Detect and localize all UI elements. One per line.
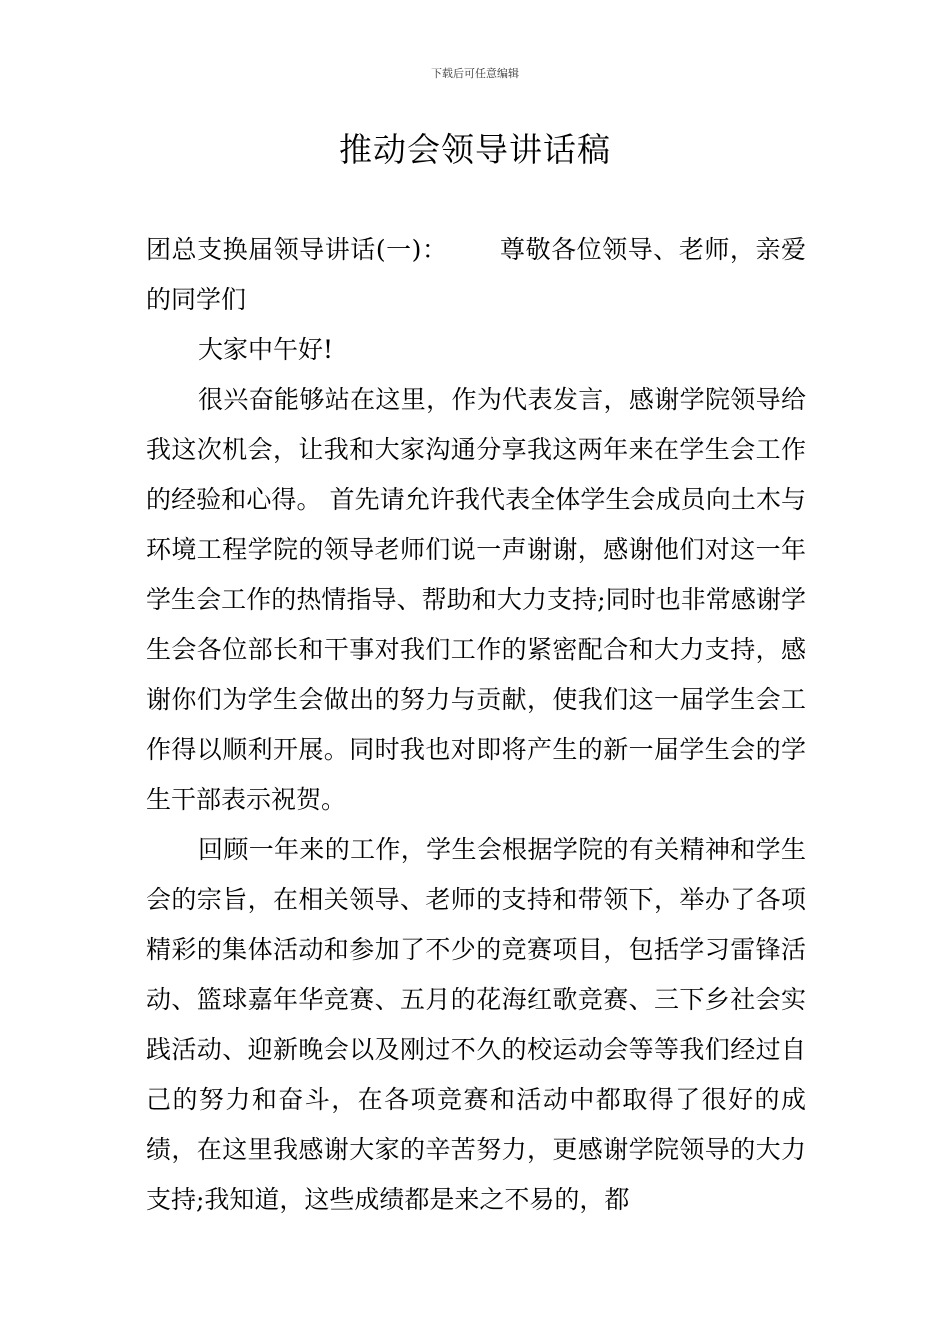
opening-paragraph (146, 225, 806, 325)
greeting-paragraph: 大家中午好! (198, 335, 334, 364)
body-paragraph: 很兴奋能够站在这里，作为代表发言，感谢学院领导给我这次机会，让我和大家沟通分享我这两年来在学生会工作的经验和心得。 首先请允许我代表全体学生会成员向土木与环境工程学院的领导老师们说一声谢谢，感谢他们对这一年学生会工作的热情指导、帮助和大力支持;同时也非常感谢学生会各位部长和干事对我们工作的紧密配合和大力支持，感谢你们为学生会做出的努力与贡献，使我们这一届学生会工作得以顺利开展。同时我也对即将产生的新一届学生会的学生干部表示祝贺。 (146, 385, 806, 814)
document-title: 推动会领导讲话稿 (339, 130, 611, 169)
opening-label: 团总支换届领导讲话(一)： (146, 235, 448, 264)
body-paragraph: 回顾一年来的工作，学生会根据学院的有关精神和学生会的宗旨，在相关领导、老师的支持和带领下，举办了各项精彩的集体活动和参加了不少的竞赛项目，包括学习雷锋活动、篮球嘉年华竞赛、五月的花海红歌竞赛、三下乡社会实践活动、迎新晚会以及刚过不久的校运动会等等我们经过自己的努力和奋斗，在各项竞赛和活动中都取得了很好的成绩，在这里我感谢大家的辛苦努力，更感谢学院领导的大力支持;我知道，这些成绩都是来之不易的，都 (146, 835, 806, 1214)
document-body (146, 225, 806, 1225)
opening-salutation: 尊敬各位领导、老师，亲爱的同学们 (146, 235, 806, 314)
header-note: 下载后可任意编辑 (431, 67, 519, 80)
